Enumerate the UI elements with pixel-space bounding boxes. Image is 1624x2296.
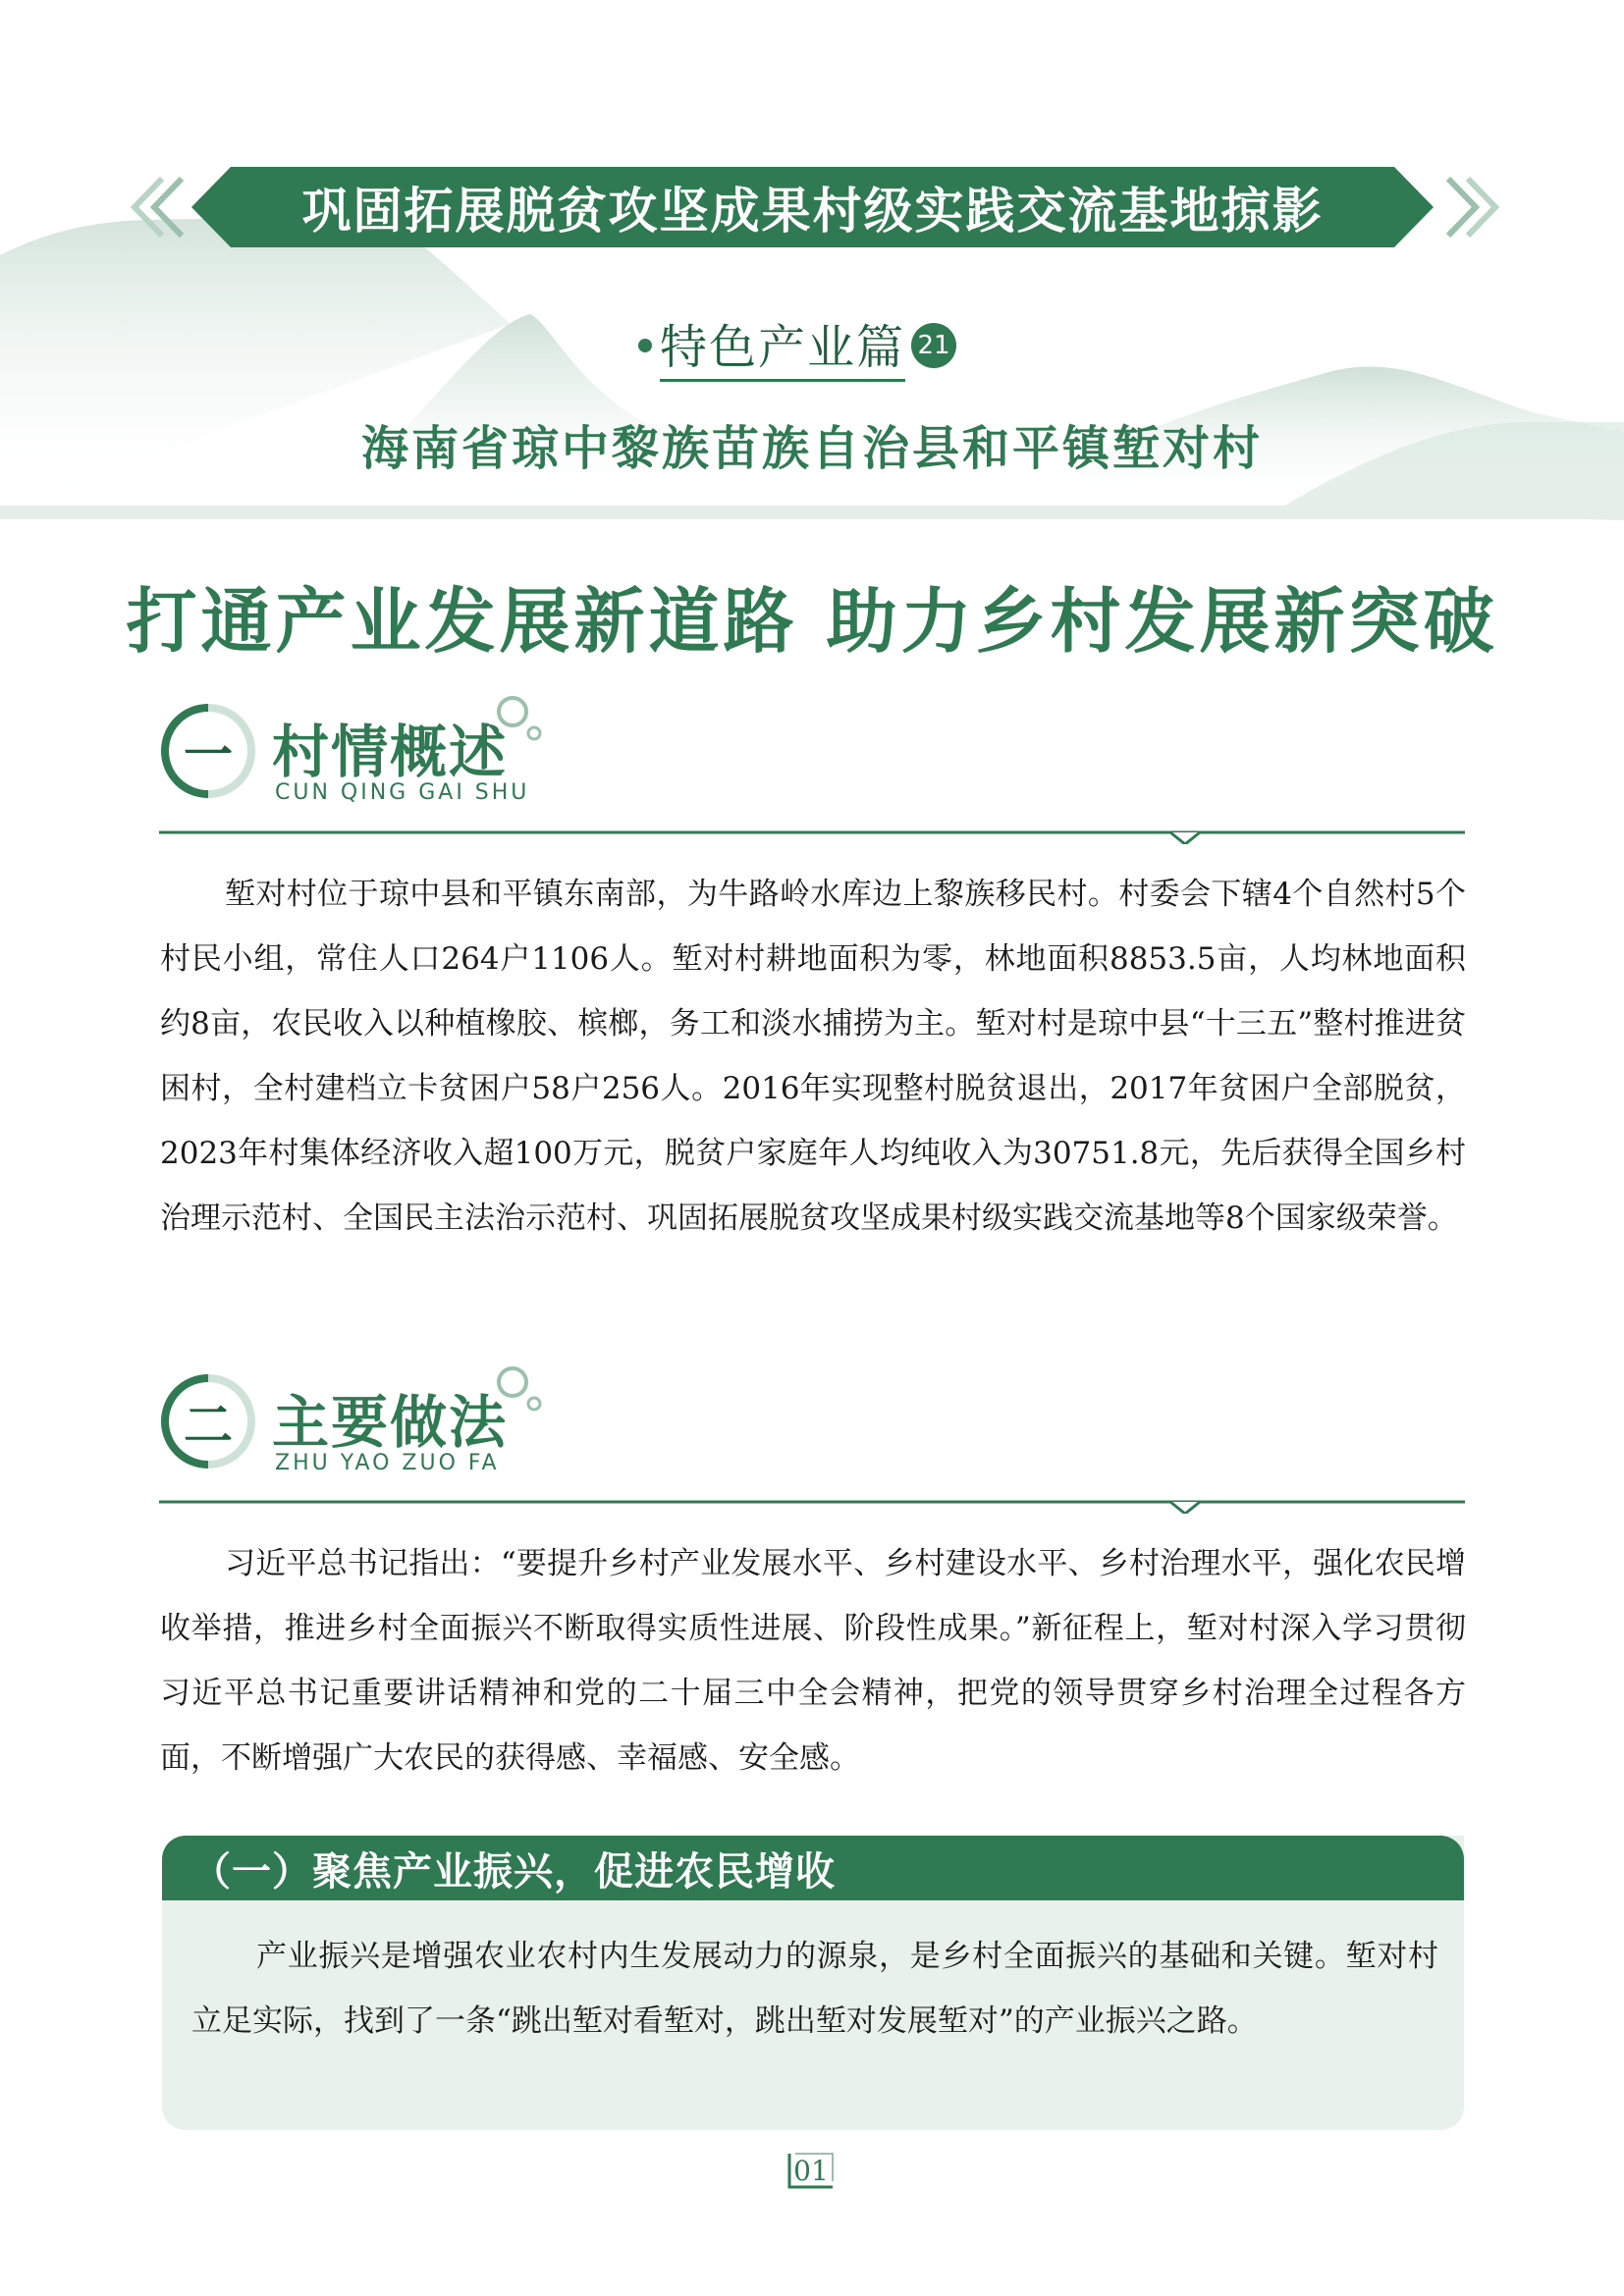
bubbles-icon (493, 1362, 552, 1421)
section-title: 村情概述 (272, 719, 509, 785)
chevron-left-icon (123, 175, 191, 240)
section-number: 一 (184, 726, 233, 783)
section-2-paragraph: 习近平总书记指出：“要提升乡村产业发展水平、乡村建设水平、乡村治理水平，强化农民增收举措，推进乡村全面振兴不断取得实质性进展、阶段性成果。”新征程上，堑对村深入学习贯彻习近平总书记重要讲话精神和党的二十届三中全会精神，把党的领导贯穿乡村治理全过程各方面，不断增强广大农民的获得感、幸福感、安全感。 (160, 1546, 1466, 1776)
section-number: 二 (184, 1397, 233, 1454)
section-title: 主要做法 (272, 1389, 509, 1456)
series-title: 特色产业篇 (660, 309, 905, 382)
subsection-title: （一）聚焦产业振兴，促进农民增收 (191, 1848, 836, 1895)
banner-title: 巩固拓展脱贫攻坚成果村级实践交流基地掠影 (301, 183, 1324, 240)
chevron-right-icon (1438, 175, 1507, 240)
series-label (638, 312, 956, 379)
section-pinyin: ZHU YAO ZUO FA (275, 1451, 500, 1475)
series-number-badge: 21 (911, 323, 956, 368)
page-number: 01 (793, 2154, 829, 2187)
section-divider (159, 1492, 1465, 1514)
subsection-paragraph: 产业振兴是增强农业农村内生发展动力的源泉，是乡村全面振兴的基础和关键。堑对村立足实际，找到了一条“跳出堑对看堑对，跳出堑对发展堑对”的产业振兴之路。 (191, 1939, 1438, 2039)
section-heading-1 (159, 692, 571, 810)
section-heading-2 (159, 1362, 571, 1480)
section-1-paragraph: 堑对村位于琼中县和平镇东南部，为牛路岭水库边上黎族移民村。村委会下辖4个自然村5个村民小组，常住人口264户1106人。堑对村耕地面积为零，林地面积8853.5亩，人均林地面积约8亩，农民收入以种植橡胶、槟榔，务工和淡水捕捞为主。堑对村是琼中县“十三五”整村推进贫困村，全村建档立卡贫困户58户256人。2016年实现整村脱贫退出，2017年贫困户全部脱贫，2023年村集体经济收入超100万元，脱贫户家庭年人均纯收入为30751.8元，先后获得全国乡村治理示范村、全国民主法治示范村、巩固拓展脱贫攻坚成果村级实践交流基地等8个国家级荣誉。 (160, 877, 1466, 1236)
article-headline: 打通产业发展新道路 助力乡村发展新突破 (126, 579, 1498, 663)
section-pinyin: CUN QING GAI SHU (275, 780, 530, 805)
bullet-dot-icon (638, 339, 652, 352)
village-name: 海南省琼中黎族苗族自治县和平镇堑对村 (360, 421, 1263, 476)
bubbles-icon (493, 692, 552, 751)
section-divider (159, 823, 1465, 844)
